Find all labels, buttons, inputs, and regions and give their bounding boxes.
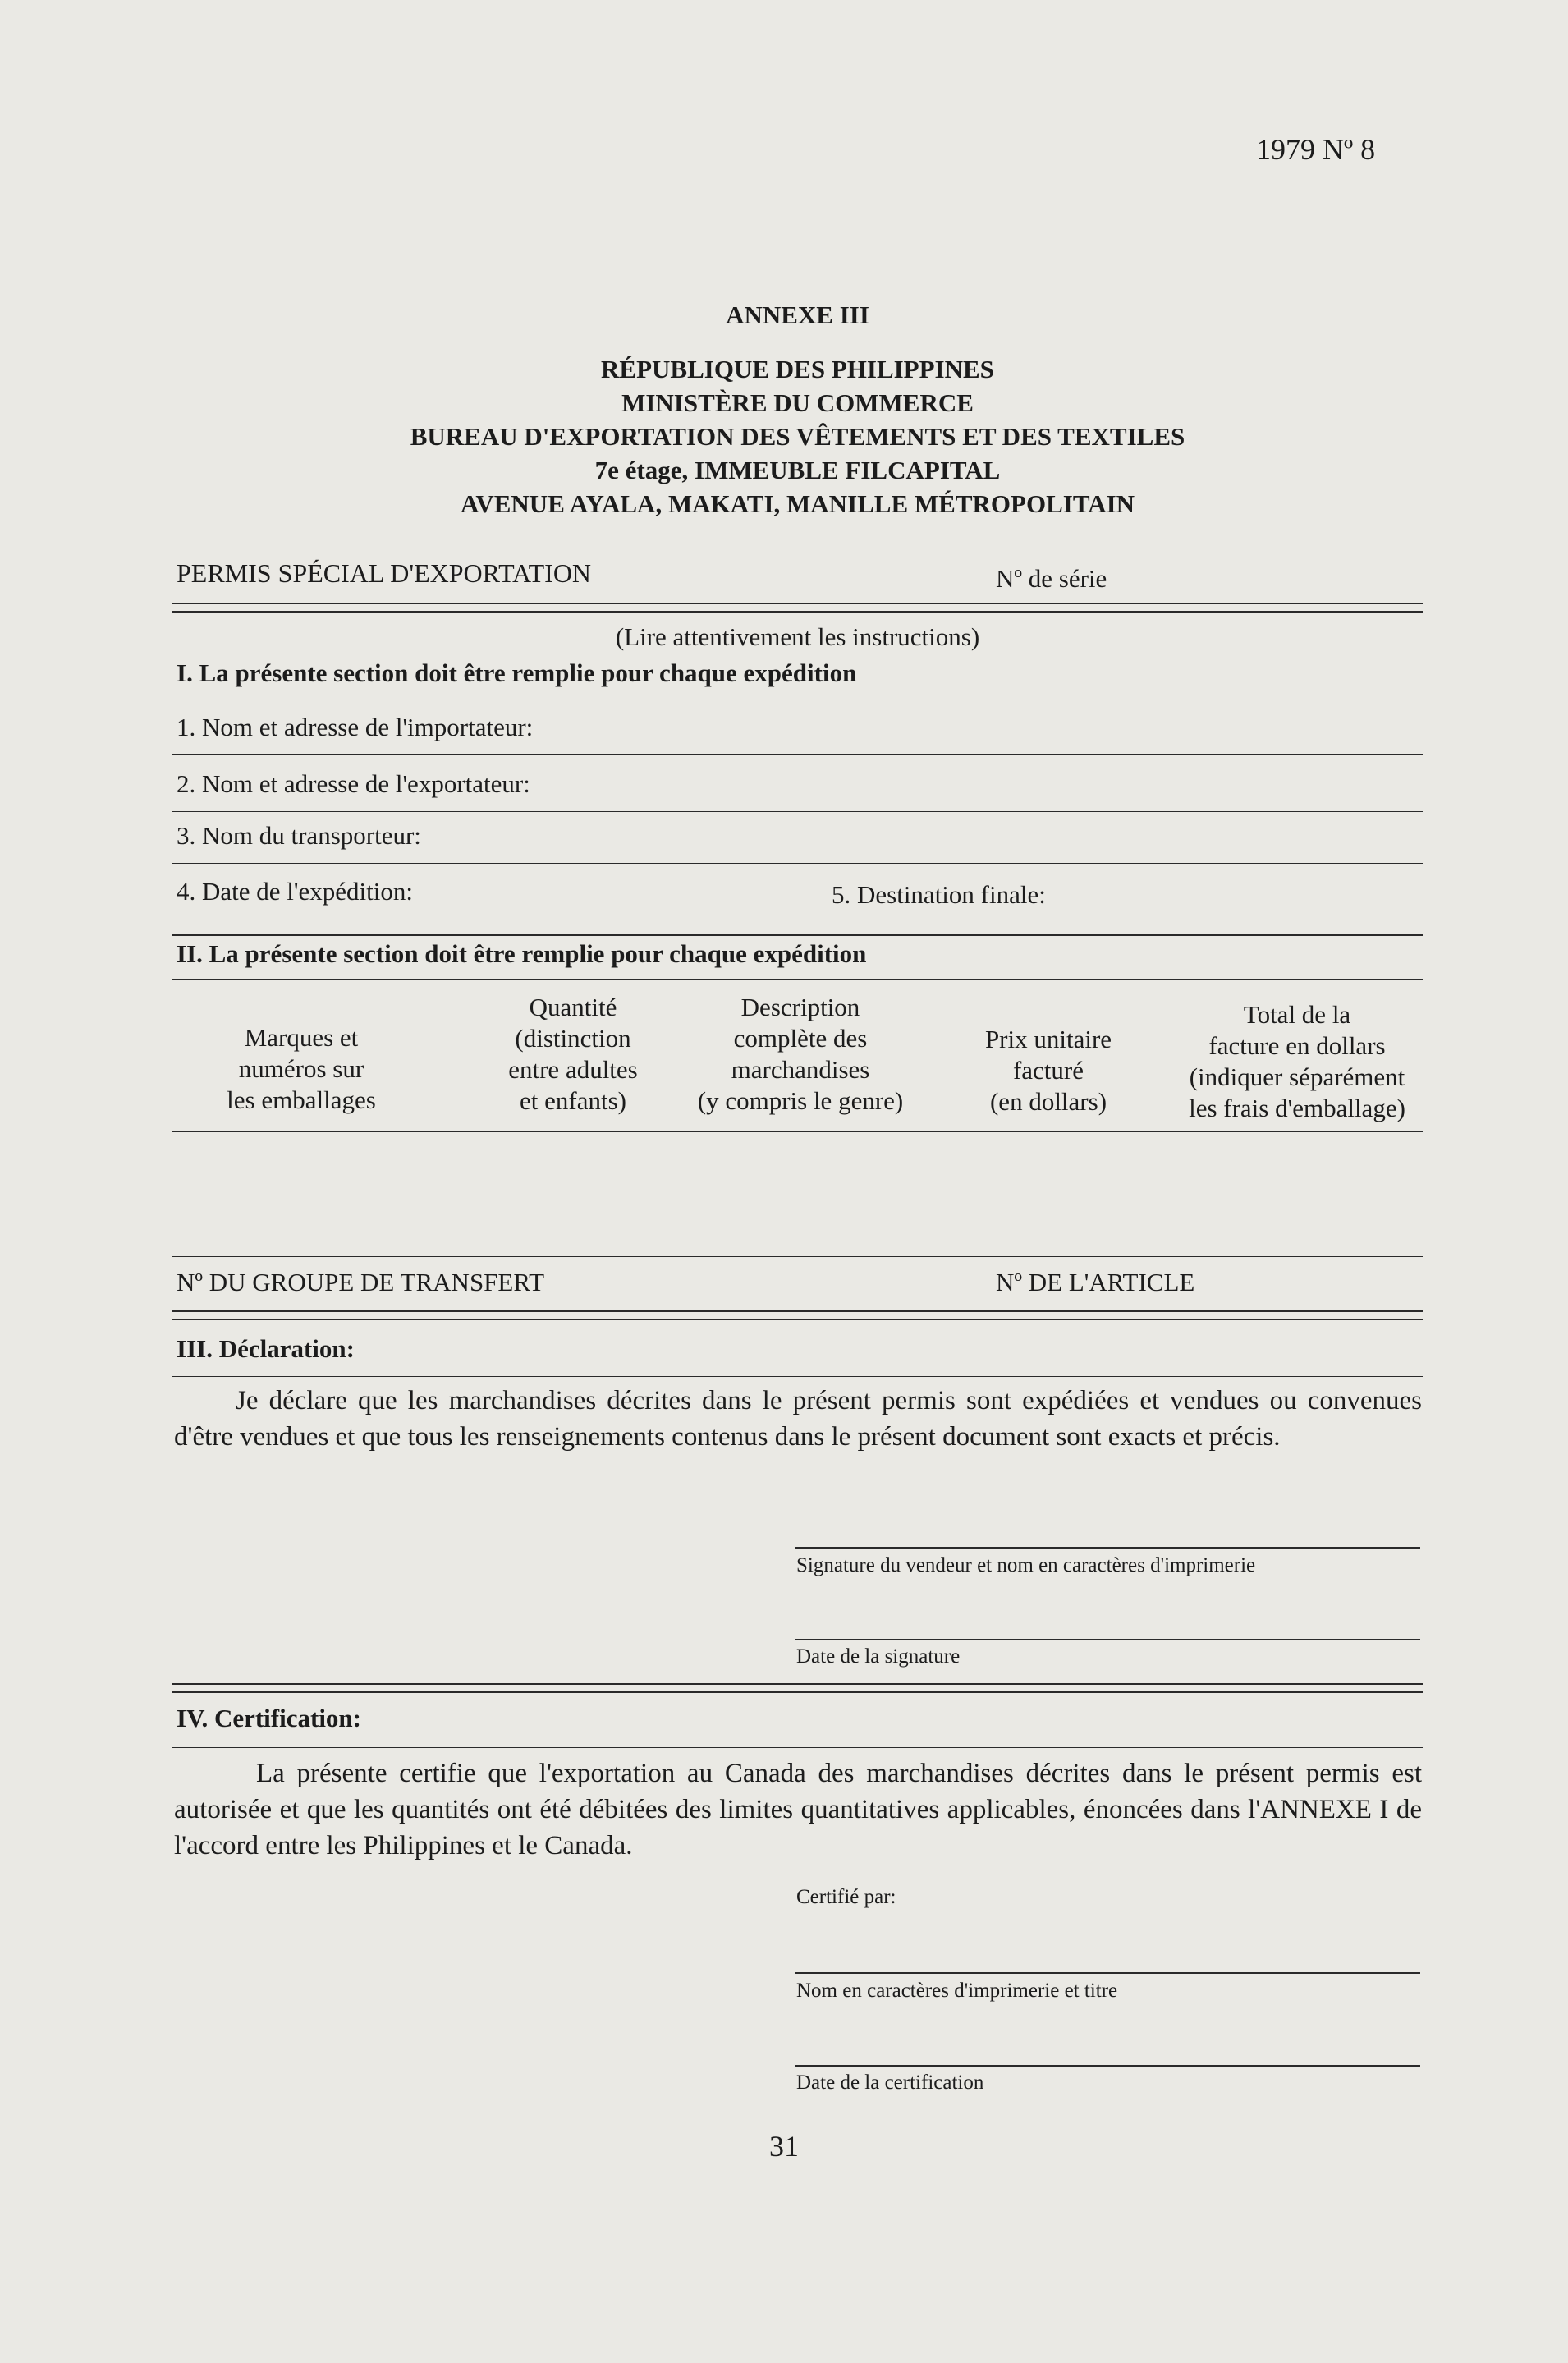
page-number: 31 [769, 2130, 799, 2163]
certification-date-label: Date de la certification [796, 2072, 984, 2094]
year-number: 1979 Nº 8 [1256, 133, 1376, 166]
name-and-title-label: Nom en caractères d'imprimerie et titre [796, 1980, 1118, 2002]
seller-signature-label: Signature du vendeur et nom en caractères d'imprimerie [796, 1554, 1256, 1576]
column-unit-price-header: Prix unitaire facturé (en dollars) [984, 1025, 1112, 1116]
column-total-header: Total de la facture en dollars (indiquer séparément les frais d'emballage) [1189, 1000, 1405, 1122]
column-description-header: Description complète des marchandises (y compris le genre) [697, 993, 904, 1115]
section-3-heading: III. Déclaration: [177, 1334, 355, 1363]
exporter-field-label: 2. Nom et adresse de l'exportateur: [177, 769, 530, 798]
certification-text: La présente certifie que l'exportation au Canada des marchandises décrites dans le présent permis est autorisée et que les quantités ont été débitées des limites quantitatives applicables, énoncées dans l'ANNEXE I de l'accord entre les Philippines et le Canada. [174, 1759, 1422, 1861]
column-marks-header: Marques et numéros sur les emballages [227, 1023, 376, 1114]
importer-field-label: 1. Nom et adresse de l'importateur: [177, 713, 534, 741]
annex-title: ANNEXE III [726, 301, 869, 329]
signature-date-label: Date de la signature [796, 1645, 961, 1668]
article-number-label: Nº DE L'ARTICLE [996, 1268, 1195, 1296]
declaration-text: Je déclare que les marchandises décrites dans le présent permis sont expédiées et vendues ou convenues d'être vendues et que tous les renseignements contenus dans le présent document sont exacts et précis. [174, 1386, 1422, 1452]
permit-title: PERMIS SPÉCIAL D'EXPORTATION [177, 558, 592, 588]
serial-number-label: Nº de série [996, 564, 1107, 593]
republic-line: RÉPUBLIQUE DES PHILIPPINES [601, 355, 994, 383]
building-line: 7e étage, IMMEUBLE FILCAPITAL [594, 456, 1001, 484]
transfer-group-label: Nº DU GROUPE DE TRANSFERT [177, 1268, 545, 1296]
carrier-field-label: 3. Nom du transporteur: [177, 821, 421, 850]
section-2-heading: II. La présente section doit être remplie pour chaque expédition [177, 939, 867, 968]
section-1-heading: I. La présente section doit être remplie pour chaque expédition [177, 658, 857, 687]
shipment-date-field-label: 4. Date de l'expédition: [177, 877, 413, 906]
certified-by-label: Certifié par: [796, 1886, 896, 1908]
avenue-line: AVENUE AYALA, MAKATI, MANILLE MÉTROPOLITAIN [460, 489, 1135, 518]
bureau-line: BUREAU D'EXPORTATION DES VÊTEMENTS ET DES TEXTILES [410, 422, 1185, 451]
ministry-line: MINISTÈRE DU COMMERCE [621, 388, 974, 417]
instructions-note: (Lire attentivement les instructions) [615, 622, 980, 651]
destination-field-label: 5. Destination finale: [832, 880, 1046, 909]
column-quantity-header: Quantité (distinction entre adultes et enfants) [508, 993, 638, 1115]
section-4-heading: IV. Certification: [177, 1704, 361, 1732]
